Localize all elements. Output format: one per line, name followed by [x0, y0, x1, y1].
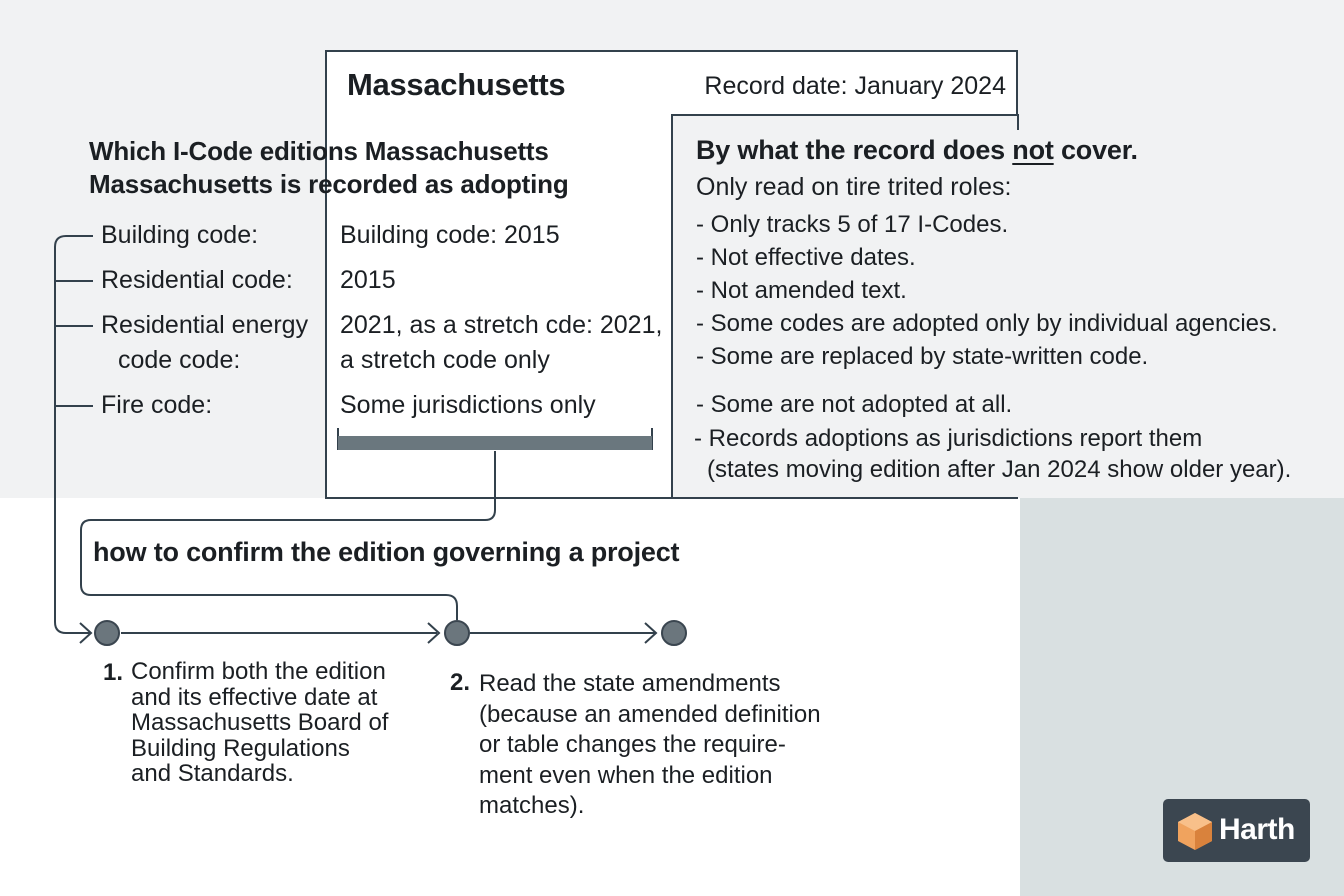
coverage-heading-underlined: not: [1012, 135, 1054, 165]
adoption-heading-line1: Which I-Code editions Massachusetts: [89, 136, 549, 166]
step-number-2: 2.: [450, 669, 471, 696]
step-text-line: ment even when the edition: [479, 761, 773, 789]
adoption-heading-line2: Massachusetts is recorded as adopting: [89, 169, 569, 199]
step-text-line: Building Regulations: [131, 734, 350, 762]
step-text-line: Confirm both the edition: [131, 658, 386, 685]
coverage-bullet-note: (states moving edition after Jan 2024 show older year).: [707, 456, 1292, 483]
step-text-line: Read the state amendments: [479, 670, 781, 697]
step-number-1: 1.: [103, 659, 124, 686]
coverage-bullet: - Not effective dates.: [696, 244, 916, 271]
step-text-1: [131, 659, 388, 787]
step-text-line: and Standards.: [131, 760, 294, 787]
step-node-2: [444, 620, 470, 646]
left-bracket-line: [55, 236, 93, 633]
building-code-label: Building code:: [101, 221, 259, 249]
cube-icon: [1175, 811, 1215, 851]
step-text-2: [479, 669, 821, 822]
coverage-bullet: - Some codes are adopted only by individual agencies.: [696, 310, 1278, 337]
record-date: Record date: January 2024: [704, 72, 1006, 100]
step-text-line: or table changes the require-: [479, 731, 786, 758]
step-node-end: [661, 620, 687, 646]
residential-code-value: 2015: [340, 266, 396, 294]
residential-energy-label-line2: code code:: [118, 346, 241, 374]
residential-energy-label-line1: Residential energy: [101, 311, 309, 339]
coverage-bullet: - Some are replaced by state-written code.: [696, 343, 1149, 370]
harth-logo: [1163, 799, 1310, 862]
coverage-bullet: - Some are not adopted at all.: [696, 391, 1013, 418]
residential-code-label: Residential code:: [101, 266, 293, 294]
confirm-heading: how to confirm the edition governing a project: [93, 537, 680, 567]
fire-code-label: Fire code:: [101, 391, 213, 419]
bar-to-step-line: [81, 451, 495, 620]
residential-energy-value-line2: a stretch code only: [340, 346, 550, 374]
step-text-line: matches).: [479, 792, 585, 819]
building-code-value: Building code: 2015: [340, 221, 560, 249]
coverage-intro: Only read on tire trited roles:: [696, 173, 1012, 201]
coverage-heading-after: cover.: [1053, 135, 1138, 165]
state-title: Massachusetts: [347, 67, 566, 102]
coverage-bullet: - Records adoptions as jurisdictions report them: [694, 425, 1203, 452]
coverage-bullet: - Only tracks 5 of 17 I-Codes.: [696, 211, 1009, 238]
coverage-bullet: - Not amended text.: [696, 277, 907, 304]
step-node-1: [94, 620, 120, 646]
logo-wordmark: Harth: [1219, 813, 1295, 846]
step-text-line: (because an amended definition: [479, 700, 821, 728]
fire-code-value: Some jurisdictions only: [340, 391, 596, 419]
coverage-heading-before: By what the record does: [696, 135, 1013, 165]
step-text-line: and its effective date at: [131, 683, 378, 711]
residential-energy-value-line1: 2021, as a stretch cde: 2021,: [340, 311, 663, 339]
step-text-line: Massachusetts Board of: [131, 709, 389, 736]
